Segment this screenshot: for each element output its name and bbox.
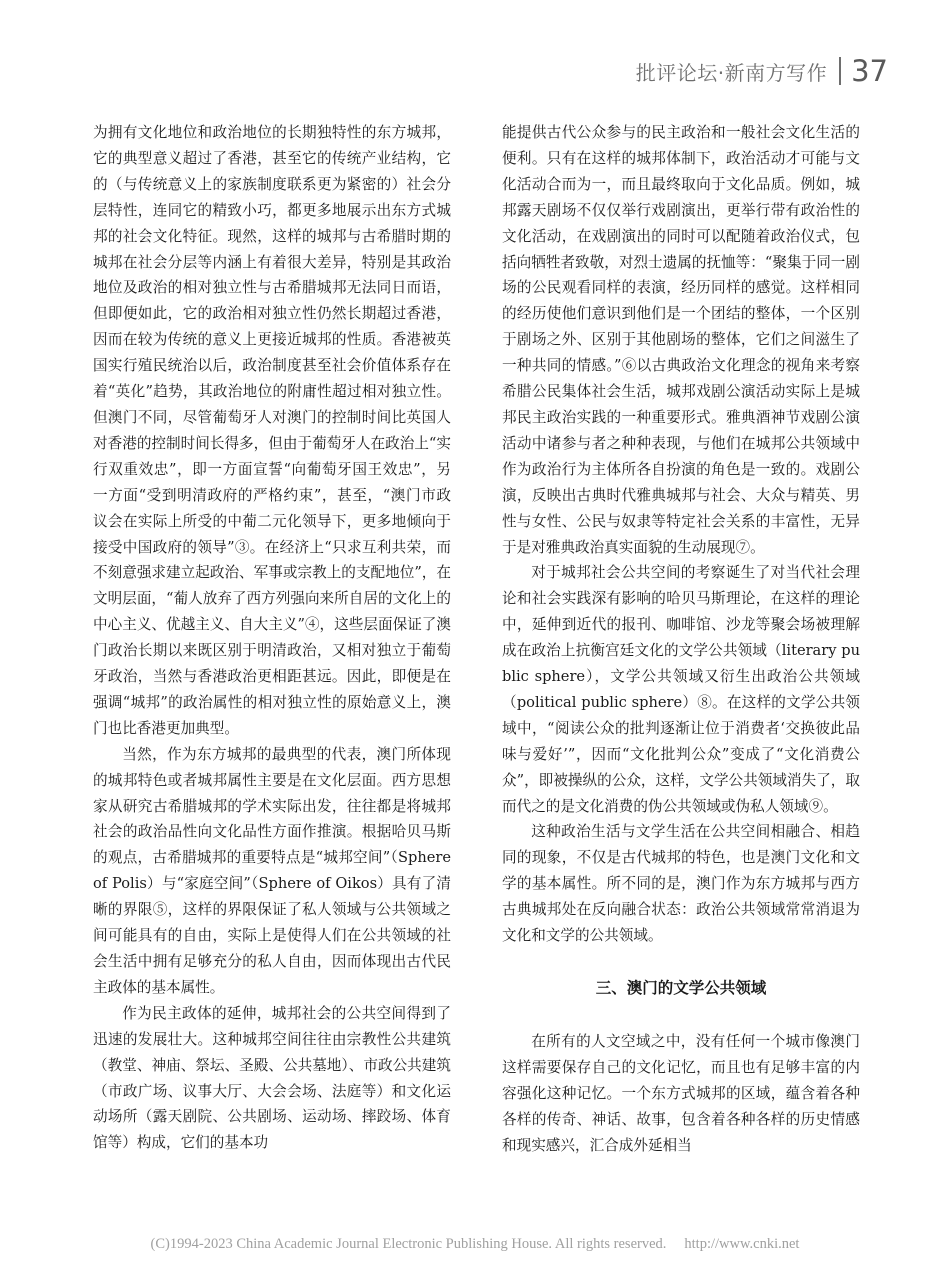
section-heading: 三、澳门的文学公共领域: [595, 979, 767, 997]
header-divider: [839, 57, 841, 85]
paragraph: 能提供古代公众参与的民主政治和一般社会文化生活的便利。只有在这样的城邦体制下，政治活动才可能与文化活动合而为一，而且最终取向于文化品质。例如，城邦露天剧场不仅仅举行戏剧演出，更举行带有政治性的文化活动，在戏剧演出的同时可以配随着政治仪式，包括向牺牲者致敬，对烈士遗属的抚恤等：“聚集于同一剧场的公民观看同样的表演，经历同样的感觉。这样相同的经历使他们意识到他们是一个团结的整体，一个区别于剧场之外、区别于其他剧场的整体，它们之间滋生了一种共同的情感。”⑥以古典政治文化理念的视角来考察希腊公民集体社会生活，城邦戏剧公演活动实际上是城邦民主政治实践的一种重要形式。雅典酒神节戏剧公演活动中诸参与者之种种表现，与他们在城邦公共领域中作为政治行为主体所各自扮演的角色是一致的。戏剧公演，反映出古典时代雅典城邦与社会、大众与精英、男性与女性、公民与奴隶等特定社会关系的丰富性，无异于是对雅典政治真实面貌的生动展现⑦。: [502, 124, 860, 556]
paragraph: 作为民主政体的延伸，城邦社会的公共空间得到了迅速的发展壮大。这种城邦空间往往由宗教性公共建筑（教堂、神庙、祭坛、圣殿、公共墓地）、市政公共建筑（市政广场、议事大厅、大会会场、法庭等）和文化运动场所（露天剧院、公共剧场、运动场、摔跤场、体育馆等）构成，它们的基本功: [93, 1004, 451, 1152]
footer-url[interactable]: http://www.cnki.net: [684, 1236, 800, 1252]
paragraph: 对于城邦社会公共空间的考察诞生了对当代社会理论和社会实践深有影响的哈贝马斯理论，在这样的理论中，延伸到近代的报刊、咖啡馆、沙龙等聚会场被理解成在政治上抗衡宫廷文化的文学公共领域（literary public sphere），文学公共领域又衍生出政治公共领域（political public sphere）⑧。在这样的文学公共领域中，“阅读公众的批判逐渐让位于消费者‘交换彼此品味与爱好’”，因而“文化批判公众”变成了“文化消费公众”，即被操纵的公众，这样，文学公共领域消失了，取而代之的是文化消费的伪公共领域或伪私人领域⑨。: [502, 564, 860, 815]
right-column: [502, 120, 860, 1158]
copyright-notice: (C)1994-2023 China Academic Journal Electronic Publishing House. All rights reserved.: [150, 1236, 667, 1252]
paragraph: 这种政治生活与文学生活在公共空间相融合、相趋同的现象，不仅是古代城邦的特色，也是澳门文化和文学的基本属性。所不同的是，澳门作为东方城邦与西方古典城邦处在反向融合状态：政治公共领域常常消退为文化和文学的公共领域。: [502, 823, 860, 945]
paragraph: 为拥有文化地位和政治地位的长期独特性的东方城邦，它的典型意义超过了香港，甚至它的传统产业结构，它的（与传统意义上的家族制度联系更为紧密的）社会分层特性，连同它的精致小巧，都更多地展示出东方式城邦的社会文化特征。现然，这样的城邦与古希腊时期的城邦在社会分层等内涵上有着很大差异，特别是其政治地位及政治的相对独立性与古希腊城邦无法同日而语，但即便如此，它的政治相对独立性仍然长期超过香港，因而在较为传统的意义上更接近城邦的性质。香港被英国实行殖民统治以后，政治制度甚至社会价值体系存在着“英化”趋势，其政治地位的附庸性超过相对独立性。但澳门不同，尽管葡萄牙人对澳门的控制时间比英国人对香港的控制时间长得多，但由于葡萄牙人在政治上“实行双重效忠”，即一方面宣誓“向葡萄牙国王效忠”，另一方面“受到明清政府的严格约束”，甚至，“澳门市政议会在实际上所受的中葡二元化领导下，更多地倾向于接受中国政府的领导”③。在经济上“只求互利共荣，而不刻意强求建立起政治、军事或宗教上的支配地位”，在文明层面，“葡人放弃了西方列强向来所自居的文化上的中心主义、优越主义、自大主义”④，这些层面保证了澳门政治长期以来既区别于明清政治，又相对独立于葡萄牙政治，当然与香港政治更相距甚远。因此，即便是在强调“城邦”的政治属性的相对独立性的原始意义上，澳门也比香港更加典型。: [93, 124, 451, 737]
running-header: [636, 54, 888, 88]
page-number: 37: [851, 54, 888, 88]
footer: [0, 1236, 950, 1253]
left-column: [93, 120, 451, 1156]
paragraph: 在所有的人文空域之中，没有任何一个城市像澳门这样需要保存自己的文化记忆，而且也有足够丰富的内容强化这种记忆。一个东方式城邦的区域，蕴含着各种各样的传奇、神话、故事，包含着各种各样的历史情感和现实感兴，汇合成外延相当: [502, 1032, 860, 1154]
journal-title: 批评论坛·新南方写作: [635, 60, 828, 85]
paragraph: 当然，作为东方城邦的最典型的代表，澳门所体现的城邦特色或者城邦属性主要是在文化层面。西方思想家从研究古希腊城邦的学术实际出发，往往都是将城邦社会的政治品性向文化品性方面作推演。根据哈贝马斯的观点，古希腊城邦的重要特点是“城邦空间”（Sphere of Polis）与“家庭空间”（Sphere of Oikos）具有了清晰的界限⑤，这样的界限保证了私人领域与公共领域之间可能具有的自由，实际上是使得人们在公共领域的社会生活中拥有足够充分的私人自由，因而体现出古代民主政体的基本属性。: [93, 745, 451, 996]
